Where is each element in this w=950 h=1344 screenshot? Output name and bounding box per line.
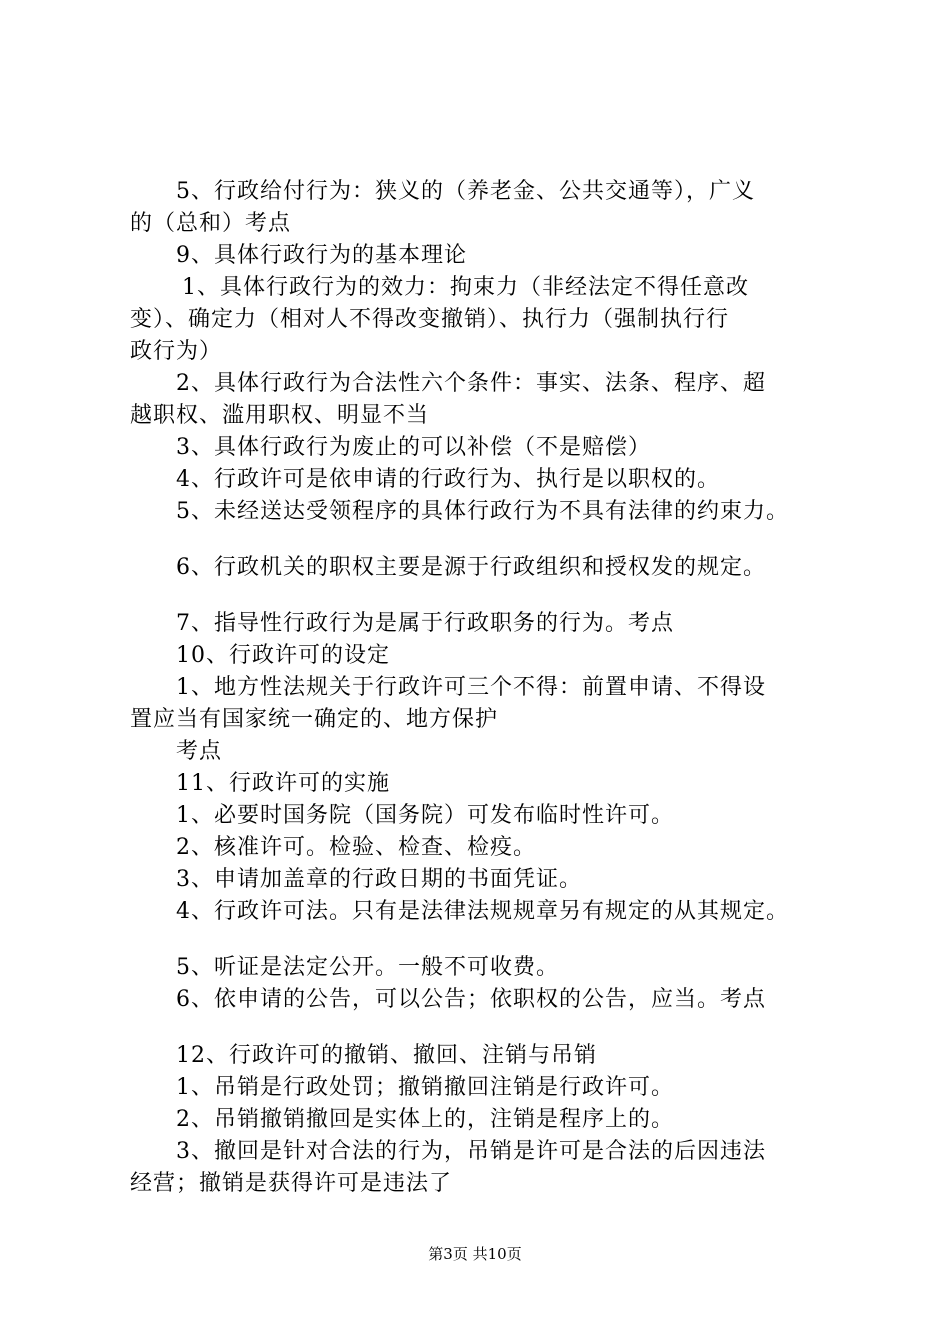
section-heading: 9、具体行政行为的基本理论	[176, 243, 467, 268]
paragraph-line: 1、具体行政行为的效力：拘束力（非经法定不得任意改	[182, 275, 749, 300]
paragraph-line: 3、申请加盖章的行政日期的书面凭证。	[176, 867, 582, 892]
paragraph-line: 7、指导性行政行为是属于行政职务的行为。考点	[176, 611, 674, 636]
paragraph-line: 置应当有国家统一确定的、地方保护	[130, 707, 499, 732]
paragraph-line: 变）、确定力（相对人不得改变撤销）、执行力（强制执行行	[130, 307, 730, 332]
paragraph-line: 6、依申请的公告，可以公告；依职权的公告，应当。考点	[176, 987, 766, 1012]
paragraph-line: 4、行政许可是依申请的行政行为、执行是以职权的。	[176, 467, 720, 492]
paragraph-line: 1、吊销是行政处罚；撤销撤回注销是行政许可。	[176, 1075, 674, 1100]
paragraph-line: 3、撤回是针对合法的行为，吊销是许可是合法的后因违法	[176, 1139, 766, 1164]
paragraph-line: 1、必要时国务院（国务院）可发布临时性许可。	[176, 803, 674, 828]
paragraph-line: 4、行政许可法。只有是法律法规规章另有规定的从其规定。	[176, 899, 789, 924]
paragraph-line: 5、未经送达受领程序的具体行政行为不具有法律的约束力。	[176, 499, 789, 524]
paragraph-line: 政行为）	[130, 339, 223, 364]
paragraph-line: 2、核准许可。检验、检查、检疫。	[176, 835, 536, 860]
document-body	[130, 176, 830, 1200]
page-number-footer: 第3页 共10页	[428, 1245, 522, 1263]
paragraph-line: 6、行政机关的职权主要是源于行政组织和授权发的规定。	[176, 555, 766, 580]
paragraph-line: 5、行政给付行为：狭义的（养老金、公共交通等），广义	[176, 179, 755, 204]
paragraph-line: 2、吊销撤销撤回是实体上的，注销是程序上的。	[176, 1107, 674, 1132]
section-heading: 10、行政许可的设定	[176, 643, 390, 668]
paragraph-line: 经营；撤销是获得许可是违法了	[130, 1171, 453, 1196]
blank-gap	[130, 1016, 830, 1040]
blank-gap	[130, 584, 830, 608]
blank-gap	[130, 528, 830, 552]
paragraph-line: 3、具体行政行为废止的可以补偿（不是赔偿）	[176, 435, 651, 460]
paragraph-line: 考点	[176, 739, 223, 764]
paragraph-line: 越职权、滥用职权、明显不当	[130, 403, 430, 428]
paragraph-line: 的（总和）考点	[130, 211, 292, 236]
blank-gap	[130, 928, 830, 952]
paragraph-line: 2、具体行政行为合法性六个条件：事实、法条、程序、超	[176, 371, 766, 396]
section-heading: 12、行政许可的撤销、撤回、注销与吊销	[176, 1043, 597, 1068]
section-heading: 11、行政许可的实施	[176, 771, 390, 796]
paragraph-line: 1、地方性法规关于行政许可三个不得：前置申请、不得设	[176, 675, 766, 700]
paragraph-line: 5、听证是法定公开。一般不可收费。	[176, 955, 559, 980]
